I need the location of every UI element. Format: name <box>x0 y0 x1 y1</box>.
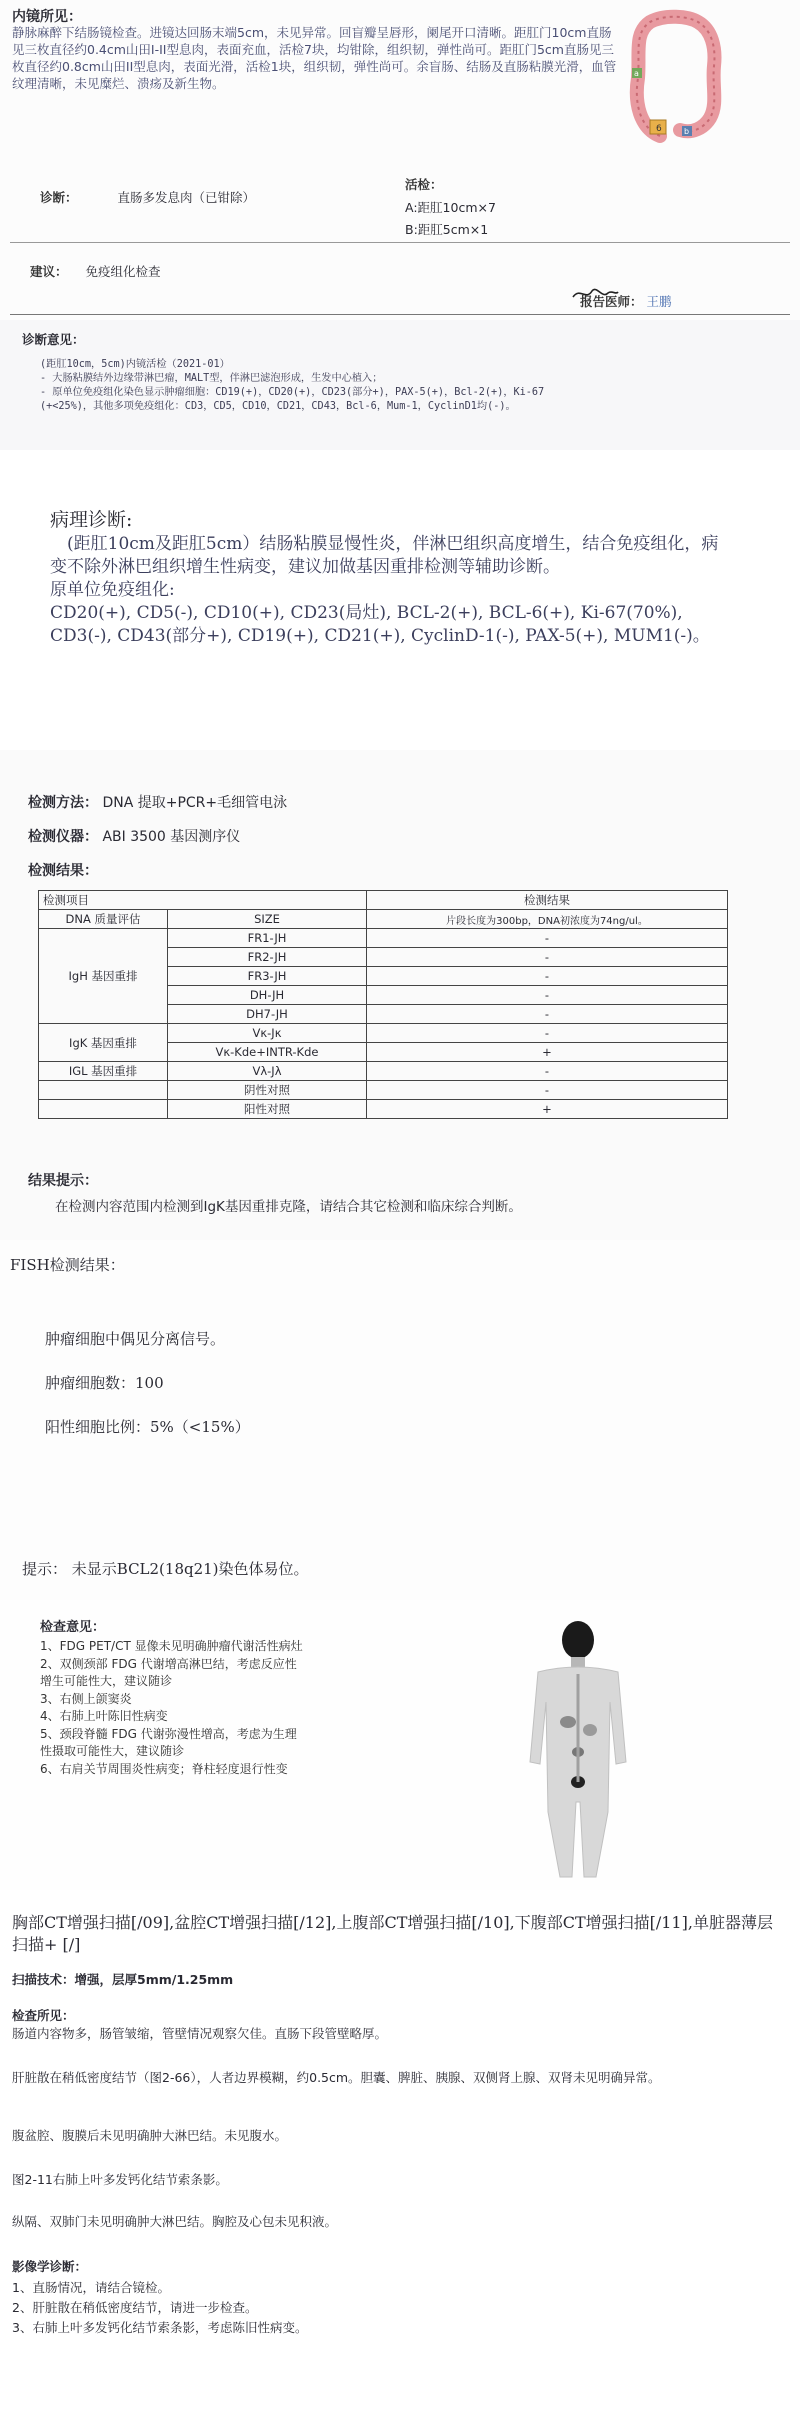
gene-rearrangement-report <box>0 750 800 1240</box>
pet-body <box>40 1638 400 1778</box>
ct-finding-4: 图2-11右肺上叶多发钙化结节索条影。 <box>12 2172 228 2187</box>
instrument-text: ABI 3500 基因测序仪 <box>102 829 241 845</box>
pet-line: 2、双侧颈部 FDG 代谢增高淋巴结，考虑反应性 <box>40 1656 297 1671</box>
diagnostic-opinion <box>0 320 800 450</box>
pet-line: 1、FDG PET/CT 显像未见明确肿瘤代谢活性病灶 <box>40 1639 303 1653</box>
fish-tip: 提示： 未显示BCL2(18q21)染色体易位。 <box>22 1560 309 1578</box>
fish-line-1: 肿瘤细胞中偶见分离信号。 <box>45 1330 226 1348</box>
endoscopy-heading: 内镜所见： <box>12 9 82 25</box>
pathology-text: (距肛10cm及距肛5cm）结肠粘膜显慢性炎，伴淋巴组织高度增生，结合免疫组化，病变不除外淋巴组织增生性病变，建议加做基因重排检测等辅助诊断。 <box>50 534 719 577</box>
hint-text: 在检测内容范围内检测到IgK基因重排克隆，请结合其它检测和临床综合判断。 <box>55 1199 522 1215</box>
ct-finding-5: 纵隔、双肺门未见明确肿大淋巴结。胸腔及心包未见积液。 <box>12 2214 338 2229</box>
instrument-row <box>28 826 240 846</box>
bottom-rule <box>10 314 790 315</box>
biopsy-b: B:距肛5cm×1 <box>405 222 489 237</box>
doctor-label: 报告医师： <box>580 294 643 309</box>
pet-title: 检查意见： <box>40 1620 106 1635</box>
table-row: IgH 基因重排 FR1-JH - <box>39 929 728 948</box>
ct-finding-3: 腹盆腔、腹膜后未见明确肿大淋巴结。未见腹水。 <box>12 2128 288 2143</box>
results-label: 检测结果： <box>28 863 98 879</box>
fish-title: FISH检测结果： <box>10 1256 125 1274</box>
table-row: DNA 质量评估 SIZE 片段长度为300bp，DNA初浓度为74ng/ul。 <box>39 910 728 929</box>
pet-line: 性摄取可能性大，建议随诊 <box>40 1744 185 1758</box>
opinion-body <box>40 358 760 414</box>
endoscopy-report <box>0 0 800 320</box>
pet-line: 增生可能性大，建议随诊 <box>40 1674 173 1688</box>
pet-line: 5、颈段脊髓 FDG 代谢弥漫性增高，考虑为生理 <box>40 1726 297 1741</box>
fish-line-3: 阳性细胞比例：5%（<15%） <box>45 1418 250 1436</box>
advice-row <box>30 262 161 280</box>
table-row: FR2-JH - <box>39 948 728 967</box>
fish-report <box>0 1240 800 1600</box>
diagnosis-row <box>40 188 255 206</box>
pet-body-scan-image <box>498 1612 658 1882</box>
diagnosis-text: 直肠多发息肉（已钳除） <box>117 190 256 205</box>
advice-label: 建议： <box>30 264 68 279</box>
ct-findings-label: 检查所见： <box>12 2008 75 2023</box>
opinion-line: (+<25%)，其他多项免疫组化：CD3，CD5，CD10，CD21，CD43，Bcl-6，Mum-1，CyclinD1均(-)。 <box>40 401 516 412</box>
ct-impression-2: 2、肝脏散在稍低密度结节，请进一步检查。 <box>12 2300 258 2315</box>
diagnosis-label: 诊断： <box>40 190 78 205</box>
pet-line: 3、右侧上颌窦炎 <box>40 1691 132 1706</box>
table-row: 阳性对照 + <box>39 1100 728 1119</box>
hint-label: 结果提示： <box>28 1173 98 1189</box>
ct-finding-1: 肠道内容物多，肠管皱缩，管壁情况观察欠佳。直肠下段管壁略厚。 <box>12 2026 388 2041</box>
col-result-header: 检测结果 <box>367 891 728 910</box>
instrument-label: 检测仪器： <box>28 829 98 845</box>
ct-tech: 扫描技术：增强，层厚5mm/1.25mm <box>12 1972 234 1987</box>
doctor-name: 王鹏 <box>646 294 672 309</box>
table-row: IgK 基因重排 Vκ-Jκ - <box>39 1024 728 1043</box>
ct-report <box>0 1890 800 2430</box>
doctor-row <box>580 292 672 310</box>
biopsy-label: 活检： <box>405 177 443 192</box>
table-row: Vκ-Kde+INTR-Kde + <box>39 1043 728 1062</box>
ct-finding-2: 肝脏散在稍低密度结节（图2-66），人者边界模糊，约0.5cm。胆囊、脾脏、胰腺、双侧肾上腺、双肾未见明确异常。 <box>12 2070 661 2085</box>
ct-impression-label: 影像学诊断： <box>12 2259 88 2274</box>
pathology-diagnosis <box>0 450 800 750</box>
pet-line: 4、右肺上叶陈旧性病变 <box>40 1709 168 1723</box>
ct-impression-3: 3、右肺上叶多发钙化结节索条影，考虑陈旧性病变。 <box>12 2320 308 2335</box>
ct-impression-1: 1、直肠情况，请结合镜检。 <box>12 2280 170 2295</box>
marker-6: 6 <box>656 124 662 134</box>
opinion-line: - 大肠粘膜结外边缘带淋巴瘤，MALT型，伴淋巴滤泡形成，生发中心植入； <box>40 373 383 384</box>
pathology-body <box>50 533 730 648</box>
advice-text: 免疫组化检查 <box>85 264 161 279</box>
ct-title: 胸部CT增强扫描[/09],盆腔CT增强扫描[/12],上腹部CT增强扫描[/10],下腹部CT增强扫描[/11],单脏器薄层扫描+ [/] <box>12 1913 773 1954</box>
colon-diagram <box>620 8 730 153</box>
table-row: IGL 基因重排 Vλ-Jλ - <box>39 1062 728 1081</box>
ihc-title: 原单位免疫组化: <box>50 580 175 600</box>
ihc-text: CD20(+), CD5(-), CD10(+), CD23(局灶), BCL-2(+), BCL-6(+), Ki-67(70%), CD3(-), CD43(部分+), CD19(+), CD21(+), CyclinD-1(-), PAX-5(+), MUM1(-)。 <box>50 603 710 646</box>
opinion-line: (距肛10cm，5cm)内镜活检（2021-01） <box>40 359 230 370</box>
pathology-title: 病理诊断: <box>50 509 133 531</box>
table-row: FR3-JH - <box>39 967 728 986</box>
col-item-header: 检测项目 <box>39 891 367 910</box>
marker-b: b <box>684 127 690 136</box>
opinion-title: 诊断意见： <box>22 332 85 347</box>
pet-line: 6、右肩关节周围炎性病变；脊柱轻度退行性变 <box>40 1761 288 1776</box>
table-row: 阴性对照 - <box>39 1081 728 1100</box>
gene-results-table <box>38 890 728 1119</box>
table-row: DH7-JH - <box>39 1005 728 1024</box>
method-label: 检测方法： <box>28 795 98 811</box>
endoscopy-findings: 静脉麻醉下结肠镜检查。进镜达回肠末端5cm，未见异常。回盲瓣呈唇形，阑尾开口清晰。距肛门10cm直肠见三枚直径约0.4cm山田I-II型息肉，表面充血，活检7块，均钳除，组织韧，弹性尚可。距肛门5cm直肠见三枚直径约0.8cm山田II型息肉，表面光滑，活检1块，组织韧，弹性尚可。余盲肠、结肠及直肠粘膜光滑，血管纹理清晰，未见糜烂、溃疡及新生物。 <box>12 25 617 91</box>
divider <box>10 242 790 243</box>
opinion-line: - 原单位免疫组化染色显示肿瘤细胞：CD19(+)，CD20(+)，CD23(部分+)，PAX-5(+)，Bcl-2(+)，Ki-67 <box>40 387 545 398</box>
table-row: DH-JH - <box>39 986 728 1005</box>
method-text: DNA 提取+PCR+毛细管电泳 <box>102 795 288 811</box>
fish-line-2: 肿瘤细胞数：100 <box>45 1374 164 1392</box>
table-header-row <box>39 891 728 910</box>
marker-a: a <box>634 69 639 78</box>
biopsy-a: A:距肛10cm×7 <box>405 200 496 215</box>
method-row <box>28 792 287 812</box>
pet-ct-report <box>0 1600 800 1890</box>
